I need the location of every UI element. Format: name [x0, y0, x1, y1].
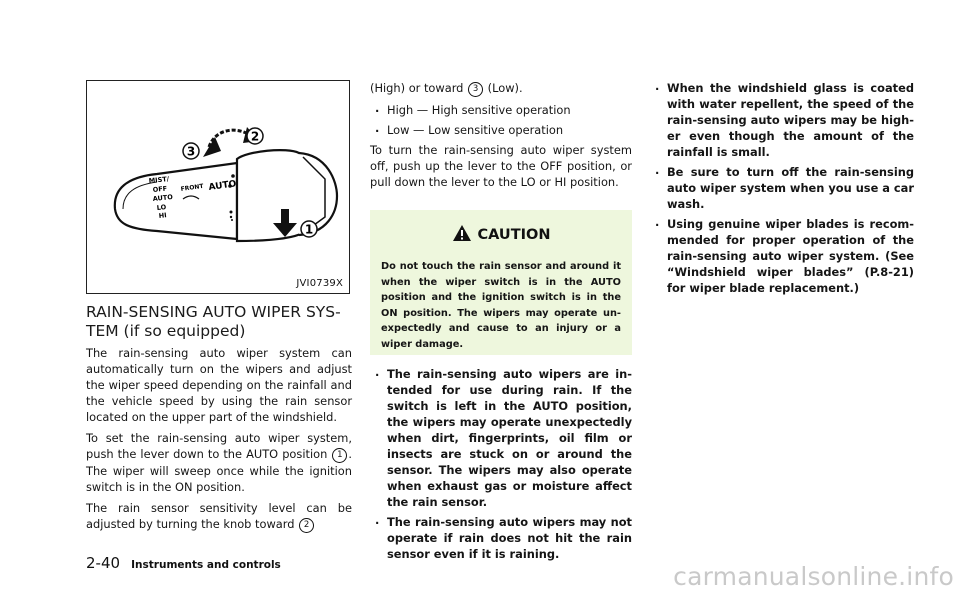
label-lo: LO	[156, 203, 167, 212]
label-auto-small: AUTO	[152, 192, 174, 203]
caution-text: Do not touch the rain sensor and around it when the wiper switch is in the AUTO position and the ignition switch is in the ON position. The wipers may operate un- expectedly and cause to an injury or a wiper damage.	[381, 261, 621, 350]
label-mist: MIST/	[148, 174, 170, 185]
list-item: . Be sure to turn off the rain-sensing auto wiper system when you use a car wash.	[650, 164, 914, 212]
circled-3: 3	[468, 82, 483, 97]
sensitivity-list	[370, 102, 632, 138]
list-item: . When the windshield glass is coated with water repellent, the speed of the rain-sensing auto wipers may be high- er even though the amount of the rainfall is small.	[650, 80, 914, 160]
warning-icon	[452, 224, 472, 242]
list-item: . Using genuine wiper blades is recom- mended for proper operation of the rain-sensing auto wiper system. (See “Windshield wiper blades” (P.8-21) for wiper blade replacement.)	[650, 216, 914, 296]
caution-title: CAUTION	[370, 224, 632, 243]
page-footer	[86, 553, 281, 572]
page-number: 2-40	[86, 554, 121, 572]
wiper-lever-illustration	[87, 81, 349, 293]
watermark: carmanualsonline.info	[673, 562, 954, 591]
sensitivity-paragraph: The rain sensor sensitivity level can be adjusted by turning the knob toward 2	[86, 501, 352, 531]
turn-off-paragraph: To turn the rain-sensing auto wiper system off, push up the lever to the OFF position, or pull down the lever to the LO or HI position.	[370, 143, 632, 189]
circled-1: 1	[332, 448, 347, 463]
list-item: . The rain-sensing auto wipers may not operate if rain does not hit the rain sensor even if it is raining.	[370, 514, 632, 562]
figure-id: JVI0739X	[296, 278, 343, 289]
section-heading: RAIN-SENSING AUTO WIPER SYS- TEM (if so equipped)	[86, 303, 341, 340]
intro-paragraph: The rain-sensing auto wiper system can automatically turn on the wipers and adjust the wiper speed depending on the rainfall and the vehicle speed by using the rain sensor located on the upper part of the windshield.	[86, 346, 352, 424]
callout-2: 2	[250, 129, 260, 144]
label-front: FRONT	[180, 182, 204, 193]
label-auto: AUTO	[208, 179, 237, 193]
wiper-lever-figure	[86, 80, 350, 294]
callout-3: 3	[186, 144, 196, 159]
list-item: . The rain-sensing auto wipers are in- tended for use during rain. If the switch is left in the AUTO position, the wipers may operate unexpectedly when dirt, fingerprints, oil film or insects are stuck on or around the sensor. The wipers may also operate when exhaust gas or moisture affect the rain sensor.	[370, 366, 632, 510]
knob-continuation: (High) or toward 3 (Low).	[370, 81, 523, 95]
caution-box	[370, 210, 632, 355]
callout-1: 1	[304, 222, 314, 237]
label-off: OFF	[152, 184, 168, 194]
rain-sensor-notes	[370, 366, 632, 562]
list-item-low: . Low — Low sensitive operation	[370, 122, 632, 138]
label-hi: HI	[158, 211, 168, 220]
circled-2: 2	[299, 518, 314, 533]
footer-section-title: Instruments and controls	[131, 559, 281, 571]
list-item-high: . High — High sensitive operation	[370, 102, 632, 118]
auto-position-paragraph: To set the rain-sensing auto wiper system, push the lever down to the AUTO position 1 . The wiper will sweep once while the ignition switch is in the ON position.	[86, 431, 353, 494]
additional-notes	[650, 80, 914, 296]
